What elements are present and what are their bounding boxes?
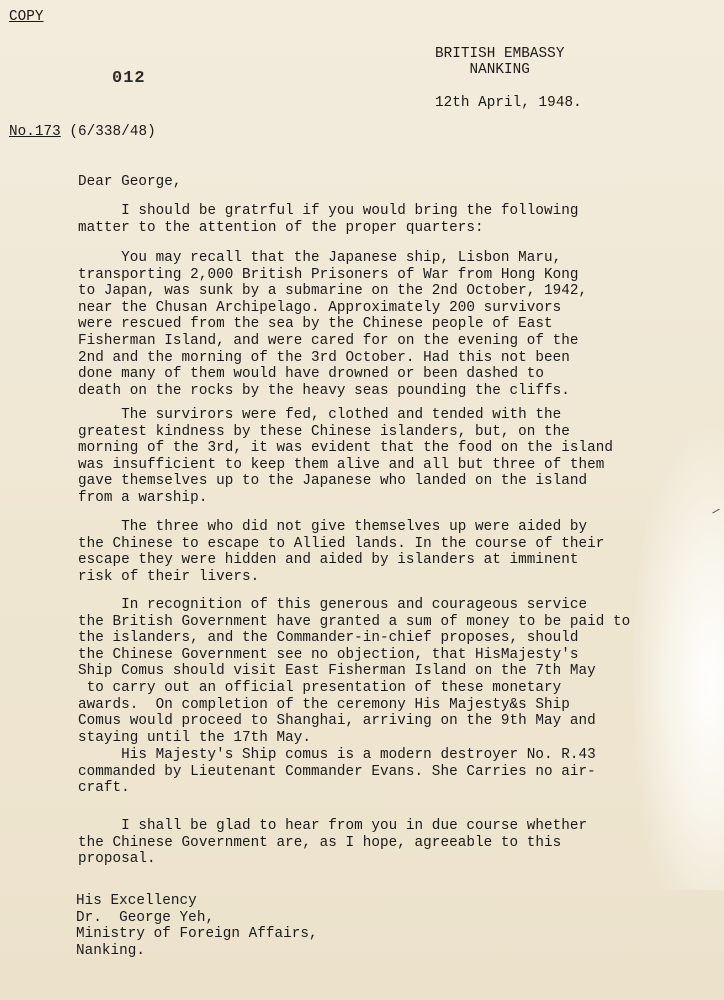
body-paragraph — [78, 597, 630, 746]
paragraph-line: Ship Comus should visit East Fisherman Island on the 7th May — [78, 663, 596, 680]
addressee-line: His Excellency — [76, 893, 197, 909]
paragraph-line: the Chinese to escape to Allied lands. In the course of their — [78, 535, 605, 552]
paragraph-line: near the Chusan Archipelago. Approximately 200 survivors — [78, 299, 562, 316]
paragraph-line: the Chinese Government see no objection, that HisMajesty's — [78, 646, 579, 663]
paragraph-line: greatest kindness by these Chinese islanders, but, on the — [78, 423, 570, 440]
file-stamp: 012 — [112, 69, 146, 88]
paragraph-line: risk of their livers. — [78, 568, 260, 585]
body-paragraph — [78, 203, 579, 236]
paragraph-line: I shall be glad to hear from you in due course whether — [78, 818, 588, 834]
reference-file: (6/338/48) — [60, 124, 156, 140]
paragraph-line: craft. — [78, 780, 130, 797]
salutation: Dear George, — [78, 174, 182, 190]
embassy-address — [435, 46, 564, 78]
reference-number: No.173 — [9, 124, 61, 140]
paragraph-line: matter to the attention of the proper quarters: — [78, 219, 484, 236]
paragraph-line: done many of them would have drowned or been dashed to — [78, 366, 544, 383]
copy-mark: COPY — [9, 9, 44, 25]
paragraph-line: commanded by Lieutenant Commander Evans. She Carries no air- — [78, 763, 596, 780]
paragraph-line: was insufficient to keep them alive and all but three of them — [78, 456, 605, 473]
body-paragraph — [78, 519, 604, 585]
paragraph-line: from a warship. — [78, 489, 208, 506]
paragraph-line: proposal. — [78, 851, 156, 868]
paragraph-line: the British Government have granted a sum of money to be paid to — [78, 613, 631, 630]
paragraph-line: The survirors were fed, clothed and tended with the — [78, 407, 562, 423]
paragraph-line: I should be gratrful if you would bring the following — [78, 203, 579, 219]
addressee-block — [76, 893, 318, 959]
embassy-name: BRITISH EMBASSY — [435, 46, 565, 62]
paragraph-line: to carry out an official presentation of these monetary — [78, 679, 562, 696]
paragraph-line: the islanders, and the Commander-in-chief proposes, should — [78, 630, 579, 647]
paragraph-line: awards. On completion of the ceremony His Majesty&s Ship — [78, 696, 570, 713]
body-paragraph — [78, 250, 587, 399]
paragraph-line: escape they were hidden and aided by islanders at imminent — [78, 552, 579, 569]
paragraph-line: Comus would proceed to Shanghai, arriving on the 9th May and — [78, 713, 596, 730]
paragraph-line: 2nd and the morning of the 3rd October. Had this not been — [78, 349, 570, 366]
paragraph-line: gave themselves up to the Japanese who landed on the island — [78, 473, 588, 490]
addressee-line: Nanking. — [76, 942, 146, 959]
letter-date: 12th April, 1948. — [435, 95, 582, 111]
reference-line — [9, 124, 156, 142]
paragraph-line: The three who did not give themselves up were aided by — [78, 519, 588, 535]
paragraph-line: to Japan, was sunk by a submarine on the 2nd October, 1942, — [78, 283, 588, 300]
paragraph-line: Fisherman Island, and were cared for on the evening of the — [78, 332, 579, 349]
addressee-line: Ministry of Foreign Affairs, — [76, 926, 318, 943]
paragraph-line: were rescued from the sea by the Chinese people of East — [78, 316, 553, 333]
paragraph-line: the Chinese Government are, as I hope, agreeable to this — [78, 834, 562, 851]
paragraph-line: morning of the 3rd, it was evident that the food on the island — [78, 440, 614, 457]
paragraph-line: transporting 2,000 British Prisoners of War from Hong Kong — [78, 266, 579, 283]
paragraph-line: In recognition of this generous and courageous service — [78, 597, 588, 613]
body-paragraph — [78, 407, 613, 507]
embassy-city: NANKING — [469, 62, 530, 78]
paper-stain — [634, 430, 724, 890]
paragraph-line: His Majesty's Ship comus is a modern destroyer No. R.43 — [78, 747, 596, 763]
addressee-line: Dr. George Yeh, — [76, 909, 215, 926]
body-paragraph — [78, 747, 596, 797]
paragraph-line: You may recall that the Japanese ship, Lisbon Maru, — [78, 250, 562, 266]
paragraph-line: staying until the 17th May. — [78, 729, 311, 746]
body-paragraph — [78, 818, 587, 868]
paragraph-line: death on the rocks by the heavy seas pounding the cliffs. — [78, 382, 570, 399]
